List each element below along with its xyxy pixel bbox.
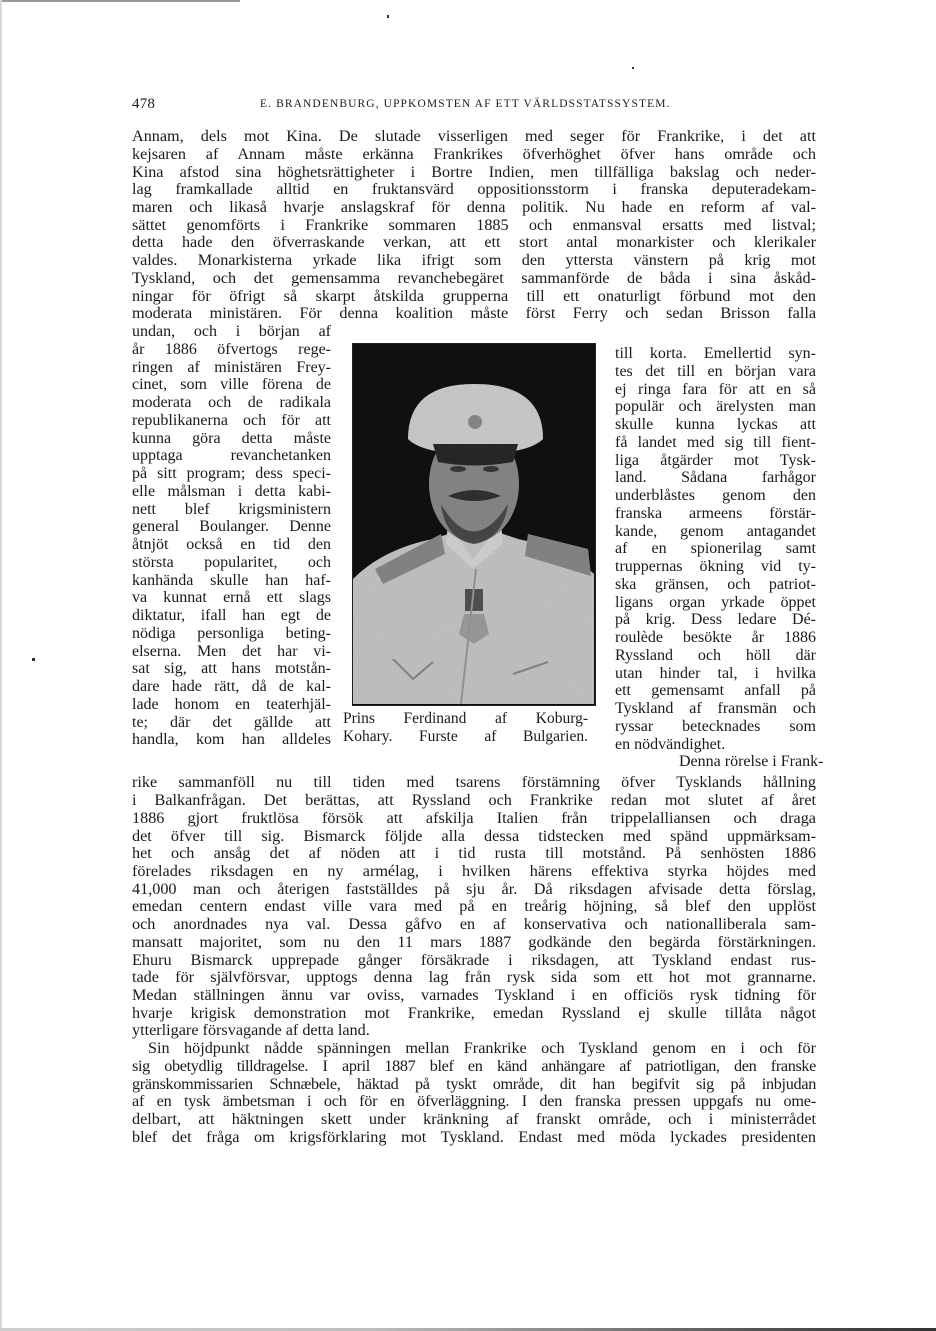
text-line: åtnjöt också en tid den: [132, 536, 331, 553]
text-line: nett blef krigsministern: [132, 500, 331, 518]
text-line: diktatur, ifall han egt de: [132, 607, 331, 624]
text-line: hvarje krigisk demonstration mot Frankrike, emedan Ryssland ej skulle tillåta något: [132, 1004, 816, 1022]
text-line: general Boulanger. Denne: [132, 518, 331, 536]
text-line: gränskommissarien Schnæbele, häktad på tyskt område, dit han begifvit sig på inbjudan: [132, 1075, 816, 1093]
text-line: sig obetydlig tilldragelse. I april 1887 blef en känd anhängare af patriotligan, den franske: [132, 1057, 816, 1075]
figure-caption: [343, 710, 588, 746]
running-title: E. BRANDENBURG, UPPKOMSTEN AF ETT VÄRLDSSTATSSYSTEM.: [260, 98, 671, 110]
text-line: ligans organ yrkade öppet: [615, 593, 816, 611]
caption-line: Kohary. Furste af Bulgarien.: [343, 728, 588, 745]
text-line: tade för självförsvar, upptogs denna lag från rysk sida som ett hot mot grannarne.: [132, 968, 816, 986]
text-line: kunna göra detta måste: [132, 429, 331, 447]
text-line: elle målsman i detta kabi-: [132, 482, 331, 500]
text-line: skulle kunna lyckas att: [615, 416, 816, 433]
text-line: ringen af ministären Frey-: [132, 358, 331, 376]
text-line: kande, genom antagandet: [615, 522, 816, 540]
text-line: cinet, som ville förena de: [132, 376, 331, 394]
text-line: Ryssland och höll där: [615, 646, 816, 664]
text-line: ett gemensamt anfall på: [615, 682, 816, 700]
scan-speck: [387, 15, 389, 18]
text-line: till korta. Emellertid syn-: [615, 345, 816, 362]
text-line: delbart, att häktningen skett under kränkning af franskt område, och i ministerrådet: [132, 1110, 816, 1128]
text-line: blef det fråga om krigsförklaring mot Tyskland. Endast med möda lyckades presidenten: [132, 1128, 816, 1146]
scan-speck: [32, 658, 35, 661]
text-line: maren och likaså hvarje anslagskraf för denna politik. Nu hade en reform af val-: [132, 198, 816, 216]
text-line: republikanerna och för att: [132, 411, 331, 429]
text-line: land. Sådana farhågor: [615, 469, 816, 487]
text-line: moderata ministären. För denna koalition måste först Ferry och sedan Brisson falla: [132, 304, 816, 322]
text-line: lade honom en teaterhjäl-: [132, 695, 331, 713]
text-line: detta hade den öfverraskande verkan, att ett stort antal monarkister och klerikaler: [132, 233, 816, 251]
text-line: på krig. Dess ledare Dé-: [615, 611, 816, 629]
portrait-illustration: [353, 344, 594, 704]
text-line: och anordnades nya val. Dessa gåfvo en af konservativa och nationalliberala sam-: [132, 915, 816, 933]
text-line: het och ansåg det af nöden att i tid rusta till motstånd. På senhösten 1886: [132, 844, 816, 862]
text-line: Annam, dels mot Kina. De slutade visserligen med seger för Frankrike, i det att: [132, 127, 816, 145]
text-line: undan, och i början af: [132, 323, 331, 340]
text-line: sat sig, att hans motstån-: [132, 660, 331, 678]
text-line: i Balkanfrågan. Det berättas, att Ryssland och Frankrike redan mot slutet af året: [132, 791, 816, 809]
text-line: år 1886 öfvertogs rege-: [132, 340, 331, 358]
text-line: emedan centern endast ville vara med på en treårig höjning, så blef den upplöst: [132, 897, 816, 915]
text-line: ytterligare försvagande af detta land.: [132, 1021, 370, 1039]
text-line: Ehuru Bismarck upprepade gånger försäkrade i riksdagen, att Tyskland endast rus-: [132, 951, 816, 969]
text-line: Denna rörelse i Frank-: [679, 753, 824, 771]
text-line: rike sammanföll nu till tiden med tsarens förstämning öfver Tysklands hållning: [132, 773, 816, 791]
text-line: få landet med sig till fient-: [615, 433, 816, 451]
page-number: 478: [132, 96, 156, 112]
scan-edge-top: [0, 0, 240, 2]
text-line: sättet genomförts i Frankrike sommaren 1885 och enmansval ersatts med listval;: [132, 216, 816, 234]
text-line: underblåstes genom den: [615, 487, 816, 504]
text-line: roulède besökte år 1886: [615, 629, 816, 646]
scan-edge-left: [0, 0, 2, 1331]
text-line: ryssar betecknades som: [615, 717, 816, 735]
text-line: elserna. Men det har vi-: [132, 642, 331, 660]
text-line: af en tysk ämbetsman i och för en öfverläggning. I den franska pressen uppgafs nu ome-: [132, 1092, 816, 1110]
text-line: Tyskland, och det gemensamma revanchebegäret sammanförde de båda i sina åskåd-: [132, 269, 816, 287]
text-line: franska armeens förstär-: [615, 504, 816, 522]
text-line: 41,000 man och återigen fastställdes på sju år. Då riksdagen afvisade detta förslag,: [132, 880, 816, 898]
text-line: Kina afstod sina höghetsrättigheter i Bortre Indien, men tillfälliga bakslag och neder-: [132, 163, 816, 181]
text-line: handla, kom han alldeles: [132, 731, 331, 749]
text-line: en nödvändighet.: [615, 735, 726, 753]
text-line: ska gränsen, och patriot-: [615, 575, 816, 593]
text-line: kejsaren af Annam måste erkänna Frankrikes öfverhöghet öfver hans område och: [132, 145, 816, 163]
text-line: största popularitet, och: [132, 553, 331, 571]
caption-line: Prins Ferdinand af Koburg-: [343, 710, 588, 727]
text-line: upptaga revanchetanken: [132, 447, 331, 465]
text-line: te; där det gällde att: [132, 713, 331, 731]
text-line: på sitt program; dess speci-: [132, 465, 331, 482]
text-line: lag framkallade alltid en fruktansvärd oppositionsstorm i franska deputeradekam-: [132, 180, 816, 198]
text-line: truppernas ökning vid ty-: [615, 558, 816, 575]
scan-speck: [632, 67, 634, 69]
text-line: va kunnat ernå ett slags: [132, 589, 331, 607]
text-line: valdes. Monarkisterna yrkade lika ifrigt som den yttersta vänstern på krig mot: [132, 251, 816, 269]
text-line: utan hinder tal, i hvilka: [615, 664, 816, 682]
text-line: mansatt majoritet, som nu den 11 mars 1887 godkände den begärda förstärkningen.: [132, 933, 816, 951]
text-line: dare hade rätt, då de kal-: [132, 678, 331, 695]
text-line: Sin höjdpunkt nådde spänningen mellan Frankrike och Tyskland genom en i och för: [148, 1039, 816, 1057]
text-line: Medan ställningen ännu var oviss, varnades Tyskland i en officiös rysk tidning för: [132, 986, 816, 1004]
text-line: kanhända skulle han haf-: [132, 571, 331, 589]
text-line: populär och ärelysten man: [615, 398, 816, 416]
text-line: tes det till en början vara: [615, 362, 816, 380]
text-line: moderata och de radikala: [132, 394, 331, 411]
text-line: liga åtgärder mot Tysk-: [615, 451, 816, 469]
text-line: 1886 gjort fruktlösa försök att afskilja Italien från trippelalliansen och draga: [132, 809, 816, 827]
text-line: ej ringa fara för att en så: [615, 380, 816, 398]
text-line: förelades riksdagen en ny armélag, i hvilken härens effektiva styrka höjdes med: [132, 862, 816, 880]
text-line: det öfver till sig. Bismarck följde alla dessa tidstecken med spänd uppmärksam-: [132, 827, 816, 845]
portrait-photo: [352, 343, 596, 706]
text-line: af en spionerilag samt: [615, 540, 816, 558]
text-line: Tyskland af fransmän och: [615, 700, 816, 717]
text-line: nödiga personliga beting-: [132, 624, 331, 642]
left-column-text: [132, 323, 331, 749]
running-header: [132, 96, 816, 114]
right-column-text: [615, 345, 824, 771]
text-line: ningar för öfrigt så skarpt åtskilda grupperna till ett onaturligt förbund mot den: [132, 287, 816, 305]
